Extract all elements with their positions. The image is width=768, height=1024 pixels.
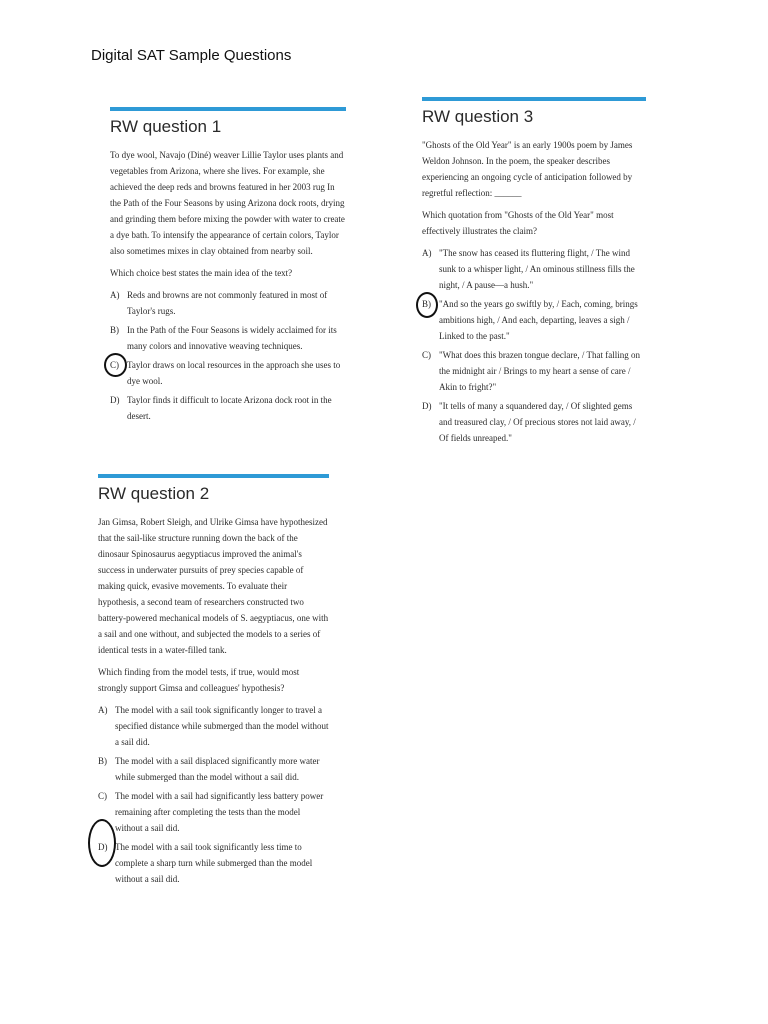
question-1-option-c: [110, 357, 346, 389]
question-2-block: [98, 474, 329, 890]
question-3-option-b: [422, 296, 646, 344]
option-letter: D): [110, 395, 120, 405]
option-letter: A): [422, 248, 432, 258]
question-3-option-a: [422, 245, 646, 293]
question-2-option-d: [98, 839, 329, 887]
option-letter: C): [98, 791, 107, 801]
option-letter: C): [422, 350, 431, 360]
question-2-option-a: [98, 702, 329, 750]
option-letter: B): [98, 756, 107, 766]
option-text: "And so the years go swiftly by, / Each, coming, brings ambitions high, / And each, departing, leaves a sigh / Linked to the past.": [439, 299, 638, 341]
option-text: In the Path of the Four Seasons is widely acclaimed for its many colors and innovative weaving techniques.: [127, 325, 337, 351]
question-2-passage: Jan Gimsa, Robert Sleigh, and Ulrike Gimsa have hypothesized that the sail-like structure running down the back of the dinosaur Spinosaurus aegyptiacus improved the animal's success in underwater pursuits of prey species capable of making quick, evasive movements. To evaluate their hypothesis, a second team of researchers constructed two battery-powered mechanical models of S. aegyptiacus, one with a sail and one without, and subjected the models to a series of identical tests in a water-filled tank.: [98, 517, 329, 655]
question-2-prompt: Which finding from the model tests, if true, would most strongly support Gimsa and colleagues' hypothesis?: [98, 667, 300, 693]
option-text: "It tells of many a squandered day, / Of slighted gems and treasured clay, / Of precious stores not laid away, / Of fields unreaped.": [439, 401, 636, 443]
option-text: Taylor draws on local resources in the approach she uses to dye wool.: [127, 360, 341, 386]
question-3-option-c: [422, 347, 646, 395]
question-1-passage: To dye wool, Navajo (Diné) weaver Lillie Taylor uses plants and vegetables from Arizona, where she lives. For example, she achieved the deep reds and browns featured in her 2003 rug In the Path of the Four Seasons by using Arizona dock roots, drying and grinding them before mixing the powder with water to create a dye bath. To intensify the appearance of certain colors, Taylor also sometimes mixes in clay obtained from nearby soil.: [110, 150, 345, 256]
answer-circle-mark: [416, 292, 438, 318]
option-text: "What does this brazen tongue declare, / That falling on the midnight air / Brings to my heart a sense of care / Akin to fright?": [439, 350, 640, 392]
question-3-heading: RW question 3: [422, 107, 534, 126]
answer-circle-mark: [88, 819, 116, 867]
question-3-block: [422, 97, 646, 449]
question-1-option-b: [110, 322, 346, 354]
option-text: The model with a sail took significantly longer to travel a specified distance while submerged than the model without a sail did.: [115, 705, 329, 747]
option-letter: B): [422, 299, 431, 309]
option-letter: A): [98, 705, 108, 715]
question-2-option-c: [98, 788, 329, 836]
question-3-passage: "Ghosts of the Old Year" is an early 1900s poem by James Weldon Johnson. In the poem, the speaker describes experiencing an ongoing cycle of anticipation followed by regretful reflection: ______: [422, 140, 633, 198]
option-letter: B): [110, 325, 119, 335]
question-3-option-d: [422, 398, 646, 446]
option-letter: A): [110, 290, 120, 300]
option-text: Taylor finds it difficult to locate Arizona dock root in the desert.: [127, 395, 332, 421]
question-3-prompt: Which quotation from "Ghosts of the Old Year" most effectively illustrates the claim?: [422, 210, 614, 236]
option-text: Reds and browns are not commonly featured in most of Taylor's rugs.: [127, 290, 328, 316]
option-letter: D): [98, 842, 108, 852]
answer-circle-mark: [104, 353, 127, 377]
option-letter: D): [422, 401, 432, 411]
option-text: The model with a sail had significantly less battery power remaining after completing the tests than the model without a sail did.: [115, 791, 324, 833]
page-title: Digital SAT Sample Questions: [91, 47, 292, 64]
question-1-heading: RW question 1: [110, 117, 222, 136]
question-2-accent-bar: [98, 474, 329, 478]
question-1-option-a: [110, 287, 346, 319]
option-text: "The snow has ceased its fluttering flight, / The wind sunk to a whisper light, / An ominous stillness fills the night, / A pause—a hush.": [439, 248, 635, 290]
question-1-option-d: [110, 392, 346, 424]
question-2-heading: RW question 2: [98, 484, 210, 503]
question-3-accent-bar: [422, 97, 646, 101]
option-letter: C): [110, 360, 119, 370]
option-text: The model with a sail took significantly less time to complete a sharp turn while submerged than the model without a sail did.: [115, 842, 313, 884]
question-1-prompt: Which choice best states the main idea of the text?: [110, 268, 293, 278]
question-2-option-b: [98, 753, 329, 785]
option-text: The model with a sail displaced significantly more water while submerged than the model without a sail did.: [115, 756, 320, 782]
question-1-block: [110, 107, 346, 427]
question-1-accent-bar: [110, 107, 346, 111]
